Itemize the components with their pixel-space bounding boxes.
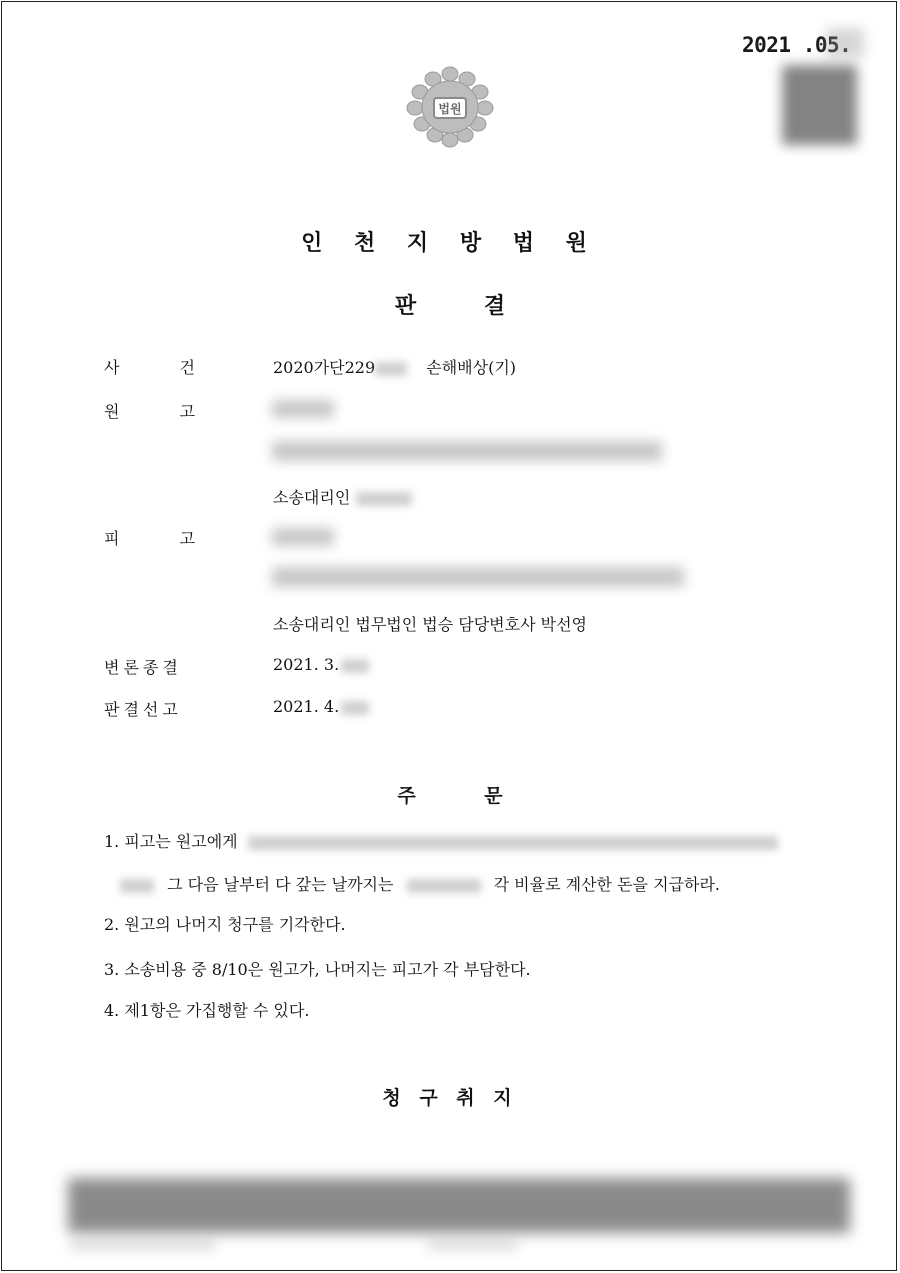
closing-date: 2021. 3. [273,655,340,674]
case-value [273,355,516,378]
redacted-plaintiff-name [272,400,334,418]
ruling-date: 2021. 4. [273,697,340,716]
plaintiff-agent-label: 소송대리인 [273,488,351,507]
case-number: 2020가단229 [273,358,376,377]
redacted-footer-page [428,1240,518,1250]
ruling-date-row [273,697,369,716]
redacted-plaintiff-address [272,441,662,461]
plaintiff-agent [273,485,412,508]
case-label: 사 건 [104,358,195,377]
redacted-defendant-name [272,528,334,546]
redacted-closing-day [341,659,369,673]
redacted-order-date [120,879,154,893]
redacted-order-rate [407,879,481,893]
order-item-1 [104,829,778,852]
redacted-footer-line [70,1240,215,1250]
redacted-case-suffix [375,362,407,376]
order-item-1-text: 1. 피고는 원고에게 [104,832,238,851]
defendant-label: 피 고 [104,529,195,548]
redacted-defendant-address [272,567,684,587]
court-seal-icon [405,65,495,150]
redacted-order-amount [248,836,778,850]
seal-text: 법원 [438,102,462,116]
order-item-3: 3. 소송비용 중 8/10은 원고가, 나머지는 피고가 각 부담한다. [104,960,531,979]
closing-label: 변론종결 [104,658,182,677]
claim-title: 청 구 취 지 [382,1087,518,1109]
ruling-label: 판결선고 [104,700,182,719]
redacted-ruling-day [341,701,369,715]
order-title: 주 문 [397,785,503,807]
order-item-2: 2. 원고의 나머지 청구를 기각한다. [104,915,346,934]
stamp-date: 2021 .05. [742,33,852,57]
order-item-1-cont [120,872,720,895]
redacted-footer [68,1178,850,1233]
order-item-4: 4. 제1항은 가집행할 수 있다. [104,1001,310,1020]
court-name: 인 천 지 방 법 원 [301,231,599,256]
redacted-stamp [782,65,857,145]
redacted-stamp-top [826,28,864,58]
case-type: 손해배상(기) [426,358,517,377]
plaintiff-label: 원 고 [104,402,195,421]
document-type: 판 결 [394,294,506,319]
order-item-1-cont-a: 그 다음 날부터 다 갚는 날까지는 [167,875,394,894]
closing-date-row [273,655,369,674]
defendant-agent: 소송대리인 법무법인 법승 담당변호사 박선영 [273,615,588,634]
order-item-1-cont-b: 각 비율로 계산한 돈을 지급하라. [493,875,720,894]
page-frame [1,1,897,1271]
redacted-plaintiff-agent [356,492,412,506]
